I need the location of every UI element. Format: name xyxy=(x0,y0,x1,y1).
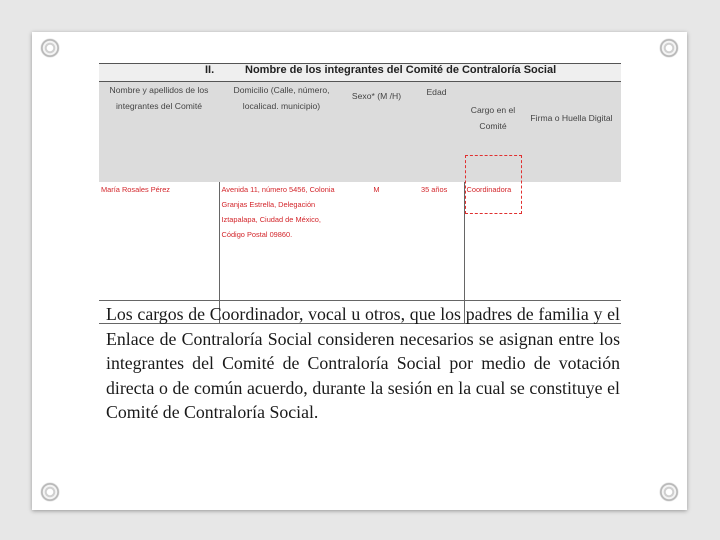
header-address: Domicilio (Calle, número, localicad. municipio) xyxy=(219,82,344,183)
header-sex: Sexo* (M /H) xyxy=(344,82,409,183)
section-number: II. xyxy=(205,64,215,76)
cell-address xyxy=(219,182,344,301)
cell-role: Coordinadora xyxy=(464,182,522,301)
corner-bolt-icon xyxy=(660,483,678,501)
cell-age: 35 años xyxy=(421,185,448,194)
cell-name: María Rosales Pérez xyxy=(101,185,171,194)
cell-sex: M xyxy=(373,185,380,194)
section-title: Nombre de los integrantes del Comité de Contraloría Social xyxy=(245,64,557,76)
header-role: Cargo en el Comité xyxy=(464,82,522,183)
corner-bolt-icon xyxy=(660,39,678,57)
role-highlight-box xyxy=(465,155,522,214)
address-line: Iztapalapa, Ciudad de México, xyxy=(221,215,321,224)
header-signature: Firma o Huella Digital xyxy=(522,82,621,183)
address-line: Código Postal 09860. xyxy=(221,230,293,239)
header-age: Edad xyxy=(409,82,464,183)
explanation-paragraph: Los cargos de Coordinador, vocal u otros, que los padres de familia y el Enlace de Contraloría Social consideren necesarios se asignan entre los integrantes del Comité de Contraloría Social por medio de votación directa o de común acuerdo, durante la sesión en la cual se constituye el Comité de Contraloría Social. xyxy=(106,304,620,422)
committee-table xyxy=(99,63,621,324)
form-excerpt xyxy=(99,63,621,297)
table-title xyxy=(99,64,621,82)
corner-bolt-icon xyxy=(41,39,59,57)
corner-bolt-icon xyxy=(41,483,59,501)
address-line: Granjas Estrella, Delegación xyxy=(221,200,316,209)
header-name: Nombre y apellidos de los integrantes del Comité xyxy=(99,82,219,183)
cell-signature xyxy=(522,182,621,301)
address-line: Avenida 11, número 5456, Colonia xyxy=(221,185,335,194)
